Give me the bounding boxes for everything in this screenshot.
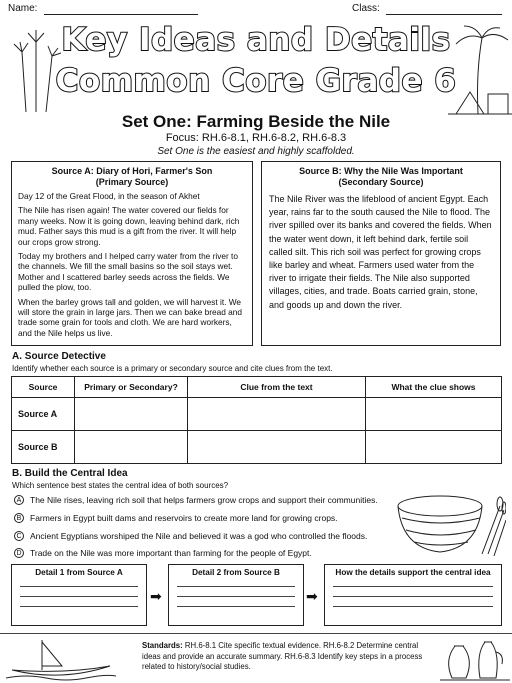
name-field[interactable] — [44, 14, 198, 15]
answer-cell[interactable] — [188, 398, 366, 431]
jars-illustration — [440, 638, 510, 682]
source-a-paragraph: When the barley grows tall and golden, we will harvest it. We will store the grain in large jars. Then we can bake bread and trade some grain for tools and cloth. We are hard workers, and the Nile helps us live. — [18, 296, 242, 338]
section-a-heading: A. Source Detective — [12, 351, 106, 362]
option-c[interactable] — [14, 531, 367, 541]
class-label: Class: — [352, 3, 380, 14]
detail-box-heading: How the details support the central idea — [335, 568, 491, 577]
row-label-source-a: Source A — [12, 398, 75, 431]
page-title-line1: Key Ideas and Details — [61, 22, 451, 58]
boat-illustration — [6, 636, 116, 682]
grain-basket-illustration — [388, 486, 506, 562]
option-text: Ancient Egyptians worshiped the Nile and believed it was a god who controlled the floods. — [30, 531, 368, 541]
source-a-heading: Source A: Diary of Hori, Farmer's Son — [51, 166, 213, 176]
standards-text: RH.6-8.1 Cite specific textual evidence. RH.6-8.2 Determine central ideas and provide an accurate summary. RH.6-8.3 Identify key steps in a process related to history/social studies. — [142, 641, 423, 671]
name-label: Name: — [8, 3, 38, 14]
row-label-source-b: Source B — [12, 431, 75, 464]
answer-cell[interactable] — [366, 431, 502, 464]
page-title-line2: Common Core Grade 6 — [55, 63, 457, 99]
option-b[interactable] — [14, 513, 338, 523]
arrow-right-icon: ➡ — [306, 588, 318, 604]
focus-standards: Focus: RH.6-8.1, RH.6-8.2, RH.6-8.3 — [165, 132, 347, 144]
section-b-heading: B. Build the Central Idea — [12, 468, 128, 479]
answer-cell[interactable] — [75, 431, 188, 464]
column-header: Clue from the text — [188, 377, 366, 398]
detail-box-heading: Detail 1 from Source A — [35, 568, 123, 577]
option-a[interactable] — [14, 495, 378, 505]
column-header: What the clue shows — [366, 377, 502, 398]
standards-label: Standards: — [142, 641, 183, 650]
detail-box-source-b[interactable] — [168, 564, 304, 626]
source-b-subheading: (Secondary Source) — [338, 177, 424, 187]
option-text: Farmers in Egypt built dams and reservoirs to create more land for growing crops. — [30, 513, 338, 523]
source-detective-table — [11, 376, 502, 464]
source-a-subheading: (Primary Source) — [95, 177, 169, 187]
radio-circle[interactable]: D — [14, 548, 24, 558]
difficulty-note: Set One is the easiest and highly scaffolded. — [157, 146, 355, 157]
arrow-right-icon: ➡ — [150, 588, 162, 604]
source-b-heading: Source B: Why the Nile Was Important — [299, 166, 463, 176]
option-text: The Nile rises, leaving rich soil that helps farmers grow crops and support their communities. — [30, 495, 378, 505]
class-field[interactable] — [386, 14, 502, 15]
set-subtitle: Set One: Farming Beside the Nile — [121, 112, 391, 131]
detail-box-heading: Detail 2 from Source B — [192, 568, 280, 577]
source-b-text: The Nile River was the lifeblood of ancient Egypt. Each year, rains far to the south caused the Nile to flood. The river spilled over its banks and covered the fields. When the water went down, it left behind dark, fertile soil called silt. This rich soil was perfect for growing crops like barley and wheat. Farmers used water from the river to irrigate their fields. The Nile also supported villages, cities, and trade. Boats carried grain, stone, and goods up and down the river. — [269, 194, 492, 310]
source-b-box — [261, 161, 501, 346]
column-header: Source — [12, 377, 75, 398]
detail-box-source-a[interactable] — [11, 564, 147, 626]
source-a-paragraph: The Nile has risen again! The water covered our fields for many weeks. Now it is going down, leaving behind dark, rich mud. Father says this mud is a gift from the river. It will help our crops grow strong. — [18, 205, 240, 247]
source-a-box — [11, 161, 253, 346]
radio-circle[interactable]: B — [14, 513, 24, 523]
answer-cell[interactable] — [188, 431, 366, 464]
answer-cell[interactable] — [75, 398, 188, 431]
standards-footer — [142, 641, 432, 673]
source-a-dateline: Day 12 of the Great Flood, in the season of Akhet — [18, 191, 200, 201]
section-b-instructions: Which sentence best states the central idea of both sources? — [12, 481, 229, 490]
option-d[interactable] — [14, 548, 312, 558]
detail-box-central-idea[interactable] — [324, 564, 502, 626]
radio-circle[interactable]: A — [14, 495, 24, 505]
answer-cell[interactable] — [366, 398, 502, 431]
option-text: Trade on the Nile was more important than farming for the people of Egypt. — [30, 548, 312, 558]
radio-circle[interactable]: C — [14, 531, 24, 541]
column-header: Primary or Secondary? — [75, 377, 188, 398]
footer-divider — [0, 633, 512, 634]
table-row — [12, 431, 502, 464]
source-a-paragraph: Today my brothers and I helped carry water from the river to the channels. We fill the small basins so the soil stays wet. Mother and I scattered barley seeds across the fields. We pulled the plow, too. — [18, 251, 238, 293]
section-a-instructions: Identify whether each source is a primary or secondary source and cite clues from the text. — [12, 364, 333, 373]
table-row — [12, 398, 502, 431]
